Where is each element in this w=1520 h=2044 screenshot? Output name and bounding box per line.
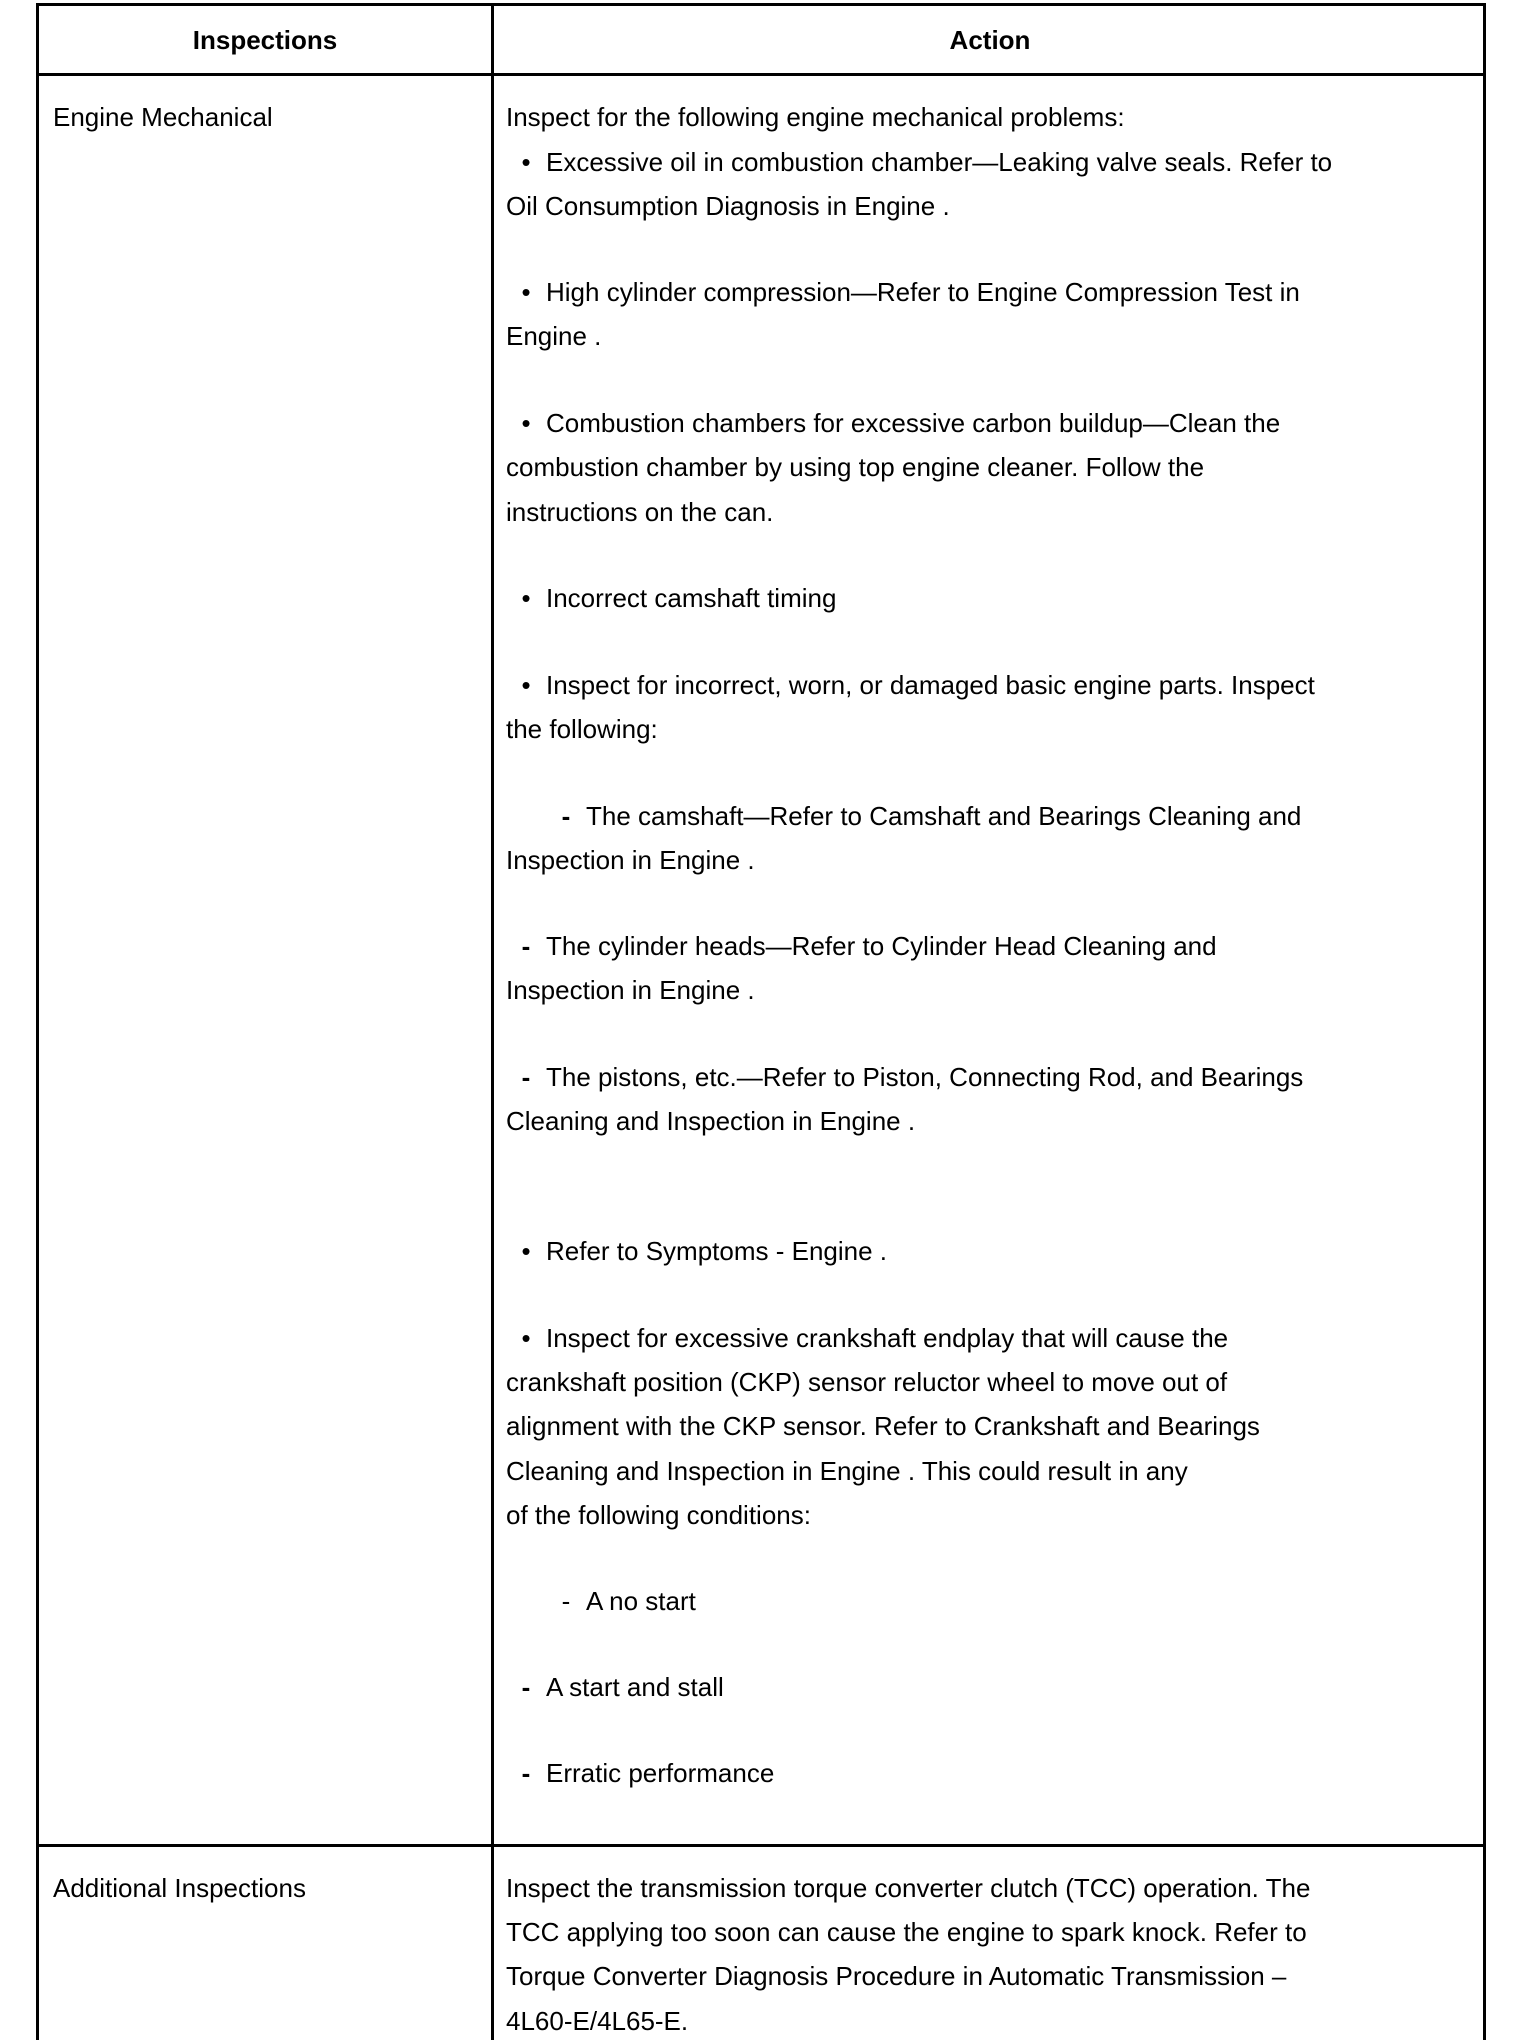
list-item-continuation: Cleaning and Inspection in Engine . [506, 1106, 916, 1136]
inspection-additional: Additional Inspections [53, 1873, 306, 1903]
list-item-continuation: the following: [506, 714, 658, 744]
dash-icon: - [521, 931, 531, 961]
list-item-continuation: instructions on the can. [506, 497, 774, 527]
dash-icon: - [521, 1672, 531, 1702]
list-item: - The pistons, etc.—Refer to Piston, Connecting Rod, and Bearings [506, 1055, 1303, 1100]
bullet-icon: • [521, 147, 531, 177]
dash-icon: - [561, 801, 571, 831]
list-item: - A start and stall [506, 1665, 724, 1710]
list-item: - Erratic performance [506, 1751, 774, 1796]
list-item: • Combustion chambers for excessive carbon buildup—Clean the [506, 401, 1280, 446]
list-item: • Inspect for incorrect, worn, or damaged basic engine parts. Inspect [506, 663, 1315, 708]
action-line: Inspect the transmission torque converter clutch (TCC) operation. The [506, 1873, 1311, 1903]
list-item: • High cylinder compression—Refer to Engine Compression Test in [506, 270, 1300, 315]
inspection-table [36, 3, 1486, 2040]
dash-icon: - [521, 1758, 531, 1788]
action-line: Torque Converter Diagnosis Procedure in Automatic Transmission – [506, 1961, 1287, 1991]
list-item: • Inspect for excessive crankshaft endplay that will cause the [506, 1316, 1228, 1361]
list-item-continuation: alignment with the CKP sensor. Refer to Crankshaft and Bearings [506, 1411, 1260, 1441]
bullet-icon: • [521, 583, 531, 613]
bullet-icon: • [521, 1236, 531, 1266]
row-divider [39, 1844, 1486, 1847]
list-item: - A no start [506, 1579, 696, 1624]
list-item: - The cylinder heads—Refer to Cylinder Head Cleaning and [506, 924, 1217, 969]
list-item-continuation: Cleaning and Inspection in Engine . This could result in any [506, 1456, 1188, 1486]
list-item: • Refer to Symptoms - Engine . [506, 1229, 887, 1274]
list-item-continuation: Engine . [506, 321, 602, 351]
dash-icon: - [521, 1062, 531, 1092]
column-header-inspections: Inspections [192, 25, 338, 55]
action-line: TCC applying too soon can cause the engine to spark knock. Refer to [506, 1917, 1307, 1947]
table-right-border [1483, 6, 1486, 2040]
bullet-icon: • [521, 1323, 531, 1353]
column-header-action: Action [949, 25, 1031, 55]
list-item: • Excessive oil in combustion chamber—Leaking valve seals. Refer to [506, 140, 1332, 185]
bullet-icon: • [521, 670, 531, 700]
list-item-continuation: crankshaft position (CKP) sensor reluctor wheel to move out of [506, 1367, 1228, 1397]
list-item-continuation: Inspection in Engine . [506, 975, 755, 1005]
header-divider [39, 73, 1486, 76]
list-item-continuation: combustion chamber by using top engine cleaner. Follow the [506, 452, 1205, 482]
dash-icon: - [561, 1586, 571, 1616]
column-divider [491, 6, 494, 2040]
inspection-engine-mechanical: Engine Mechanical [53, 102, 273, 132]
list-item-continuation: of the following conditions: [506, 1500, 811, 1530]
list-item-continuation: Oil Consumption Diagnosis in Engine . [506, 191, 950, 221]
list-item: • Incorrect camshaft timing [506, 576, 836, 621]
action-line: 4L60-E/4L65-E. [506, 2006, 689, 2036]
list-item: - The camshaft—Refer to Camshaft and Bearings Cleaning and [506, 794, 1301, 839]
action-intro: Inspect for the following engine mechanical problems: [506, 102, 1125, 132]
list-item-continuation: Inspection in Engine . [506, 845, 755, 875]
bullet-icon: • [521, 277, 531, 307]
bullet-icon: • [521, 408, 531, 438]
